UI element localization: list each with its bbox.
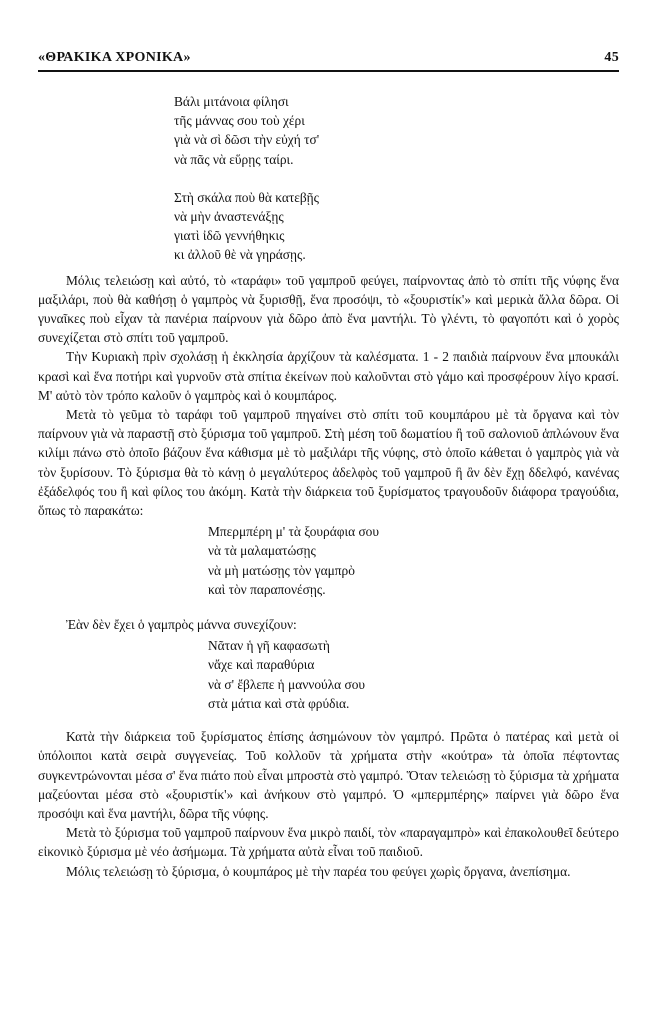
header-rule <box>38 70 619 72</box>
page-number: 45 <box>604 50 619 65</box>
paragraph-6: Μόλις τελειώσῃ τὸ ξύρισμα, ὁ κουμπάρος μὲ τὴν παρέα του φεύγει χωρὶς ὄργανα, ἀνεπίσημα. <box>66 863 571 879</box>
verse-line: νὰ σ' ἔβλεπε ἡ μαννούλα σου <box>208 676 366 692</box>
verse-stanza-2 <box>174 188 619 265</box>
verse-line: νὰ μὴν ἀναστενάξῃς <box>174 209 284 225</box>
verse-line: Μπερμπέρη μ' τὰ ξουράφια σου <box>208 524 379 540</box>
verse-line: γιὰ νὰ σὶ δῶσι τὴν εὐχή τσ' <box>174 132 320 148</box>
journal-title: «ΘΡΑΚΙΚΑ ΧΡΟΝΙΚΑ» <box>38 50 191 65</box>
verse-line: Βάλι μιτάνοια φίλησι <box>174 94 289 109</box>
verse-line: τῆς μάννας σου τοὺ χέρι <box>174 113 305 129</box>
paragraph-5: Μετὰ τὸ ξύρισμα τοῦ γαμπροῦ παίρνουν ἕνα μικρὸ παιδί, τὸν «παραγαμπρὸ» καὶ ἐπακολουθεῖ δεύτερο εἰκονικὸ ξύρισμα μὲ νέο ἀσήμωμα. Τὰ χρήματα αὐτὰ εἶναι τοῦ παιδιοῦ. <box>38 825 619 860</box>
verse-stanza-1 <box>174 92 619 169</box>
page-body <box>38 92 619 881</box>
verse-line: στὰ μάτια καὶ στὰ φρύδια. <box>208 695 350 711</box>
condition-note: Ἐὰν δὲν ἔχει ὁ γαμπρὸς μάννα συνεχίζουν: <box>66 617 297 633</box>
verse-line: νὰ μὴ ματώσῃς τὸν γαμπρὸ <box>208 562 355 578</box>
paragraph-2: Τὴν Κυριακὴ πρὶν σχολάσῃ ἡ ἐκκλησία ἀρχίζουν τὰ καλέσματα. 1 - 2 παιδιὰ παίρνουν ἕνα μπουκάλι κρασὶ καὶ ἕνα ποτήρι καὶ γυρνοῦν στὰ σπίτια ἐκείνων ποὺ καλοῦνται στὸ γάμο καὶ προσφέρουν λίγο κρασί. Μ' αὐτὸ τὸν τρόπο καλοῦν ὁ γαμπρὸς καὶ ὁ κουμπάρος. <box>38 349 619 403</box>
running-header <box>38 50 619 70</box>
verse-line: γιατὶ ἰδῶ γεννήθηκις <box>174 228 285 244</box>
paragraph-4: Κατὰ τὴν διάρκεια τοῦ ξυρίσματος ἐπίσης ἀσημώνουν τὸν γαμπρό. Πρῶτα ὁ πατέρας καὶ μετὰ οἱ ὑπόλοιποι κατὰ σειρὰ συγγενείας. Τοῦ κολλοῦν τὰ χρήματα στὴν «κούτρα» τὰ ὁποῖα πέφτοντας συγκεντρώνονται μέσα σ' ἕνα πιάτο ποὺ εἶναι μπροστὰ στὸ γαμπρό. Ὅταν τελειώσῃ τὸ ξύρισμα τὰ χρήματα μαζεύονται μέσα στὸ «ξουριστίκ'» καὶ ἀνήκουν στὸ γαμπρό. Ὁ «μπερμπέρης» παίρνει γιὰ δῶρο ἕνα προσόψι καὶ ἕνα μαντήλι, δῶρα τῆς νύφης. <box>38 729 619 821</box>
verse-stanza-3 <box>208 522 619 599</box>
verse-line: Στὴ σκάλα ποὺ θὰ κατεβῇς <box>174 189 319 205</box>
paragraph-1: Μόλις τελειώσῃ καὶ αὐτό, τὸ «ταράφι» τοῦ γαμπροῦ φεύγει, παίρνοντας ἀπὸ τὸ σπίτι τῆς νύφης ἕνα μαξιλάρι, ποὺ θὰ καθήσῃ ὁ γαμπρὸς νὰ ξυρισθῇ, ἕνα προσόψι, τὸ «ξουριστίκ'» καὶ μερικὰ ἄλλα δῶρα. Οἱ γυναῖκες ποὺ εἶχαν τὰ πανέρια παίρνουν γιὰ δῶρο ἀπὸ ἕνα μαντήλι. Τὸ γλέντι, τὸ φαγοπότι καὶ ὁ χορὸς συνεχίζεται στὸ σπίτι τοῦ γαμπροῦ. <box>38 272 619 346</box>
verse-line: κι ἀλλοῦ θὲ νὰ γηράσῃς. <box>174 247 306 263</box>
verse-line: νἄχε καὶ παραθύρια <box>208 657 315 673</box>
verse-line: νὰ τὰ μαλαματώσῃς <box>208 543 316 559</box>
verse-line: νὰ πᾶς νὰ εὕρῃς ταίρι. <box>174 151 294 167</box>
verse-line: καὶ τὸν παραπονέσῃς. <box>208 581 326 597</box>
verse-line: Νᾶταν ἡ γῆ καφασωτὴ <box>208 638 330 654</box>
verse-stanza-4 <box>208 636 619 713</box>
paragraph-3: Μετὰ τὸ γεῦμα τὸ ταράφι τοῦ γαμπροῦ πηγαίνει στὸ σπίτι τοῦ κουμπάρου μὲ τὰ ὄργανα καὶ τὸν παίρνουν γιὰ νὰ παραστῇ στὸ ξύρισμα τοῦ γαμπροῦ. Στὴ μέση τοῦ δωματίου ἢ τοῦ σαλονιοῦ ἁπλώνουν ἕνα κιλίμι πάνω στὸ ὁποῖο βάζουν ἕνα κάθισμα μὲ τὸ μαξιλάρι τῆς νύφης, στὸ ὁποῖο κάθεται ὁ γαμπρὸς γιὰ νὰ τὸν ξυρίσουν. Τὸ ξύρισμα θὰ τὸ κάνῃ ὁ μεγαλύτερος ἀδελφὸς τοῦ γαμπροῦ ἢ ἂν δὲν ἔχῃ δδελφό, κανένας ἐξάδελφός του ἢ καὶ φίλος του ἀκόμη. Κατὰ τὴν διάρκεια τοῦ ξυρίσματος τραγουδοῦν διάφορα τραγούδια, ὅπως τὸ παρακάτω: <box>38 407 619 519</box>
